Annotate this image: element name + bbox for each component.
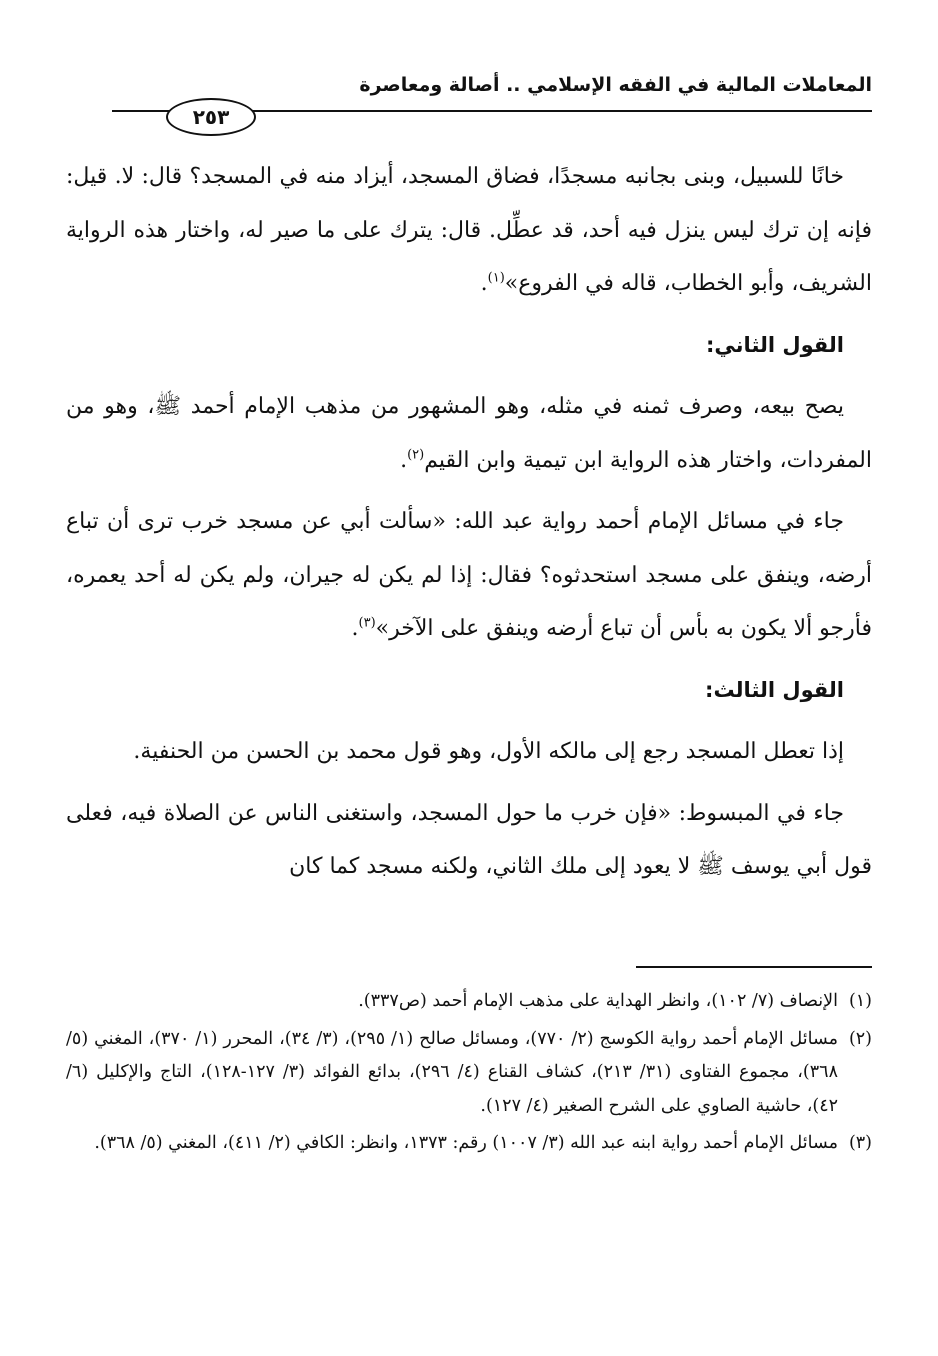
footnote-number: (٣) [848, 1133, 872, 1153]
footnote-ref: (٢) [407, 447, 425, 463]
footnote-text: مسائل الإمام أحمد رواية ابنه عبد الله (٣/ ١٠٠٧) رقم: ١٣٧٣، وانظر: الكافي (٢/ ٤١١)، المغني (٥/ ٣٦٨). [94, 1133, 838, 1153]
paragraph: إذا تعطل المسجد رجع إلى مالكه الأول، وهو قول محمد بن الحسن من الحنفية. [133, 739, 844, 764]
paragraph [66, 380, 872, 487]
footnote-ref: (٣) [358, 615, 376, 631]
footnote [66, 1023, 872, 1124]
footnote-number: (١) [848, 991, 872, 1011]
paragraph-text: خانًا للسبيل، وبنى بجانبه مسجدًا، فضاق المسجد، أيزاد منه في المسجد؟ قال: لا. قيل: فإنه إن ترك ليس ينزل فيه أحد، قد عطِّل. قال: يترك على ما صير له، واختار هذه الرواية الشريف، وأبو الخطاب، قاله في الفروع» [66, 164, 872, 296]
paragraph: جاء في المبسوط: «فإن خرب ما حول المسجد، واستغنى الناس عن الصلاة فيه، فعلى قول أبي يوسف ﷺ لا يعود إلى ملك الثاني، ولكنه مسجد كما كان [66, 800, 872, 879]
footnotes [66, 985, 872, 1165]
footnote-text: الإنصاف (٧/ ١٠٢)، وانظر الهداية على مذهب الإمام أحمد (ص٣٣٧). [358, 991, 838, 1011]
paragraph-end: . [351, 616, 359, 641]
paragraph-end: . [480, 271, 488, 296]
paragraph-text: يصح بيعه، وصرف ثمنه في مثله، وهو المشهور من مذهب الإمام أحمد ﷺ، وهو من المفردات، واختار هذه الرواية ابن تيمية وابن القيم [66, 394, 872, 473]
section-heading: القول الثالث: [705, 677, 844, 702]
main-text [66, 150, 872, 902]
paragraph-text: جاء في مسائل الإمام أحمد رواية عبد الله: «سألت أبي عن مسجد خرب ترى أن تباع أرضه، وينفق على مسجد استحدثوه؟ فقال: إذا لم يكن له جيران، ولم يكن له أحد يعمره، فأرجو ألا يكون به بأس أن تباع أرضه وينفق على الآخر» [66, 509, 872, 641]
footnote-number: (٢) [848, 1028, 872, 1049]
footnote-ref: (١) [487, 270, 505, 286]
page-number: ٢٥٣ [166, 98, 256, 136]
footnote-rule [636, 966, 872, 968]
footnote [66, 985, 872, 1019]
footnote-text: مسائل الإمام أحمد رواية الكوسج (٢/ ٧٧٠)، ومسائل صالح (١/ ٢٩٥)، (٣/ ٣٤)، المحرر (١/ ٣٧٠)، المغني (٥/ ٣٦٨)، مجموع الفتاوى (٣١/ ٢١٣)، كشاف القناع (٤/ ٢٩٦)، بدائع الفوائد (٣/ ١٢٧-١٢٨)، التاج والإكليل (٦/ ٤٢)، حاشية الصاوي على الشرح الصغير (٤/ ١٢٧). [66, 1028, 838, 1116]
section-heading: القول الثاني: [706, 332, 844, 357]
paragraph [66, 150, 872, 311]
paragraph [66, 495, 872, 656]
running-title: المعاملات المالية في الفقه الإسلامي .. أصالة ومعاصرة [359, 74, 872, 96]
footnote [66, 1127, 872, 1161]
paragraph-end: . [400, 447, 408, 473]
